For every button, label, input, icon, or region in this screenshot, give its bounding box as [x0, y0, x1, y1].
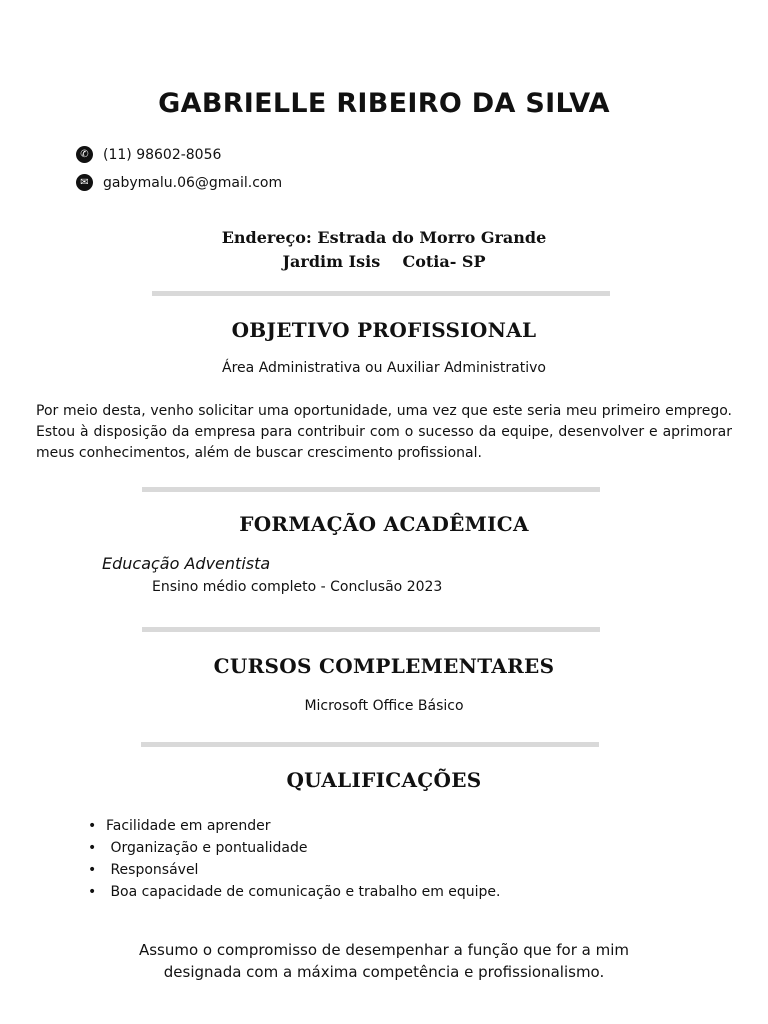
list-item: • Boa capacidade de comunicação e trabalho em equipe.	[88, 881, 501, 903]
list-item: • Responsável	[88, 859, 501, 881]
envelope-icon: ✉	[76, 174, 93, 191]
closing-line-1: Assumo o compromisso de desempenhar a função que for a mim	[138, 941, 630, 959]
qualifications-list	[88, 815, 501, 903]
courses-heading: CURSOS COMPLEMENTARES	[213, 654, 555, 678]
phone-contact	[76, 146, 221, 163]
education-heading: FORMAÇÃO ACADÊMICA	[239, 512, 529, 536]
section-divider	[152, 291, 610, 296]
list-item: • Organização e pontualidade	[88, 837, 501, 859]
education-detail: Ensino médio completo - Conclusão 2023	[152, 579, 443, 595]
address-block	[0, 226, 768, 274]
closing-line-2: designada com a máxima competência e profissionalismo.	[163, 963, 605, 981]
objective-heading: OBJETIVO PROFISSIONAL	[231, 318, 537, 342]
address-line-1: Endereço: Estrada do Morro Grande	[221, 228, 547, 247]
section-divider	[142, 627, 600, 632]
course-item: Microsoft Office Básico	[304, 698, 464, 714]
education-school: Educação Adventista	[102, 554, 271, 573]
candidate-name: GABRIELLE RIBEIRO DA SILVA	[158, 88, 610, 119]
address-line-2: Jardim Isis Cotia- SP	[282, 252, 486, 271]
section-divider	[141, 742, 599, 747]
objective-paragraph: Por meio desta, venho solicitar uma oportunidade, uma vez que este seria meu primeiro emprego. Estou à disposição da empresa para contribuir com o sucesso da equipe, desenvolver e aprimorar meus conhecimentos, além de buscar crescimento profissional.	[36, 403, 732, 461]
objective-area: Área Administrativa ou Auxiliar Administrativo	[222, 360, 546, 376]
qualifications-heading: QUALIFICAÇÕES	[286, 768, 482, 792]
email-contact	[76, 174, 282, 191]
email-address: gabymalu.06@gmail.com	[103, 174, 283, 191]
phone-number: (11) 98602-8056	[103, 146, 222, 163]
list-item: • Facilidade em aprender	[88, 815, 501, 837]
phone-icon: ✆	[76, 146, 93, 163]
section-divider	[142, 487, 600, 492]
closing-statement	[0, 939, 768, 983]
